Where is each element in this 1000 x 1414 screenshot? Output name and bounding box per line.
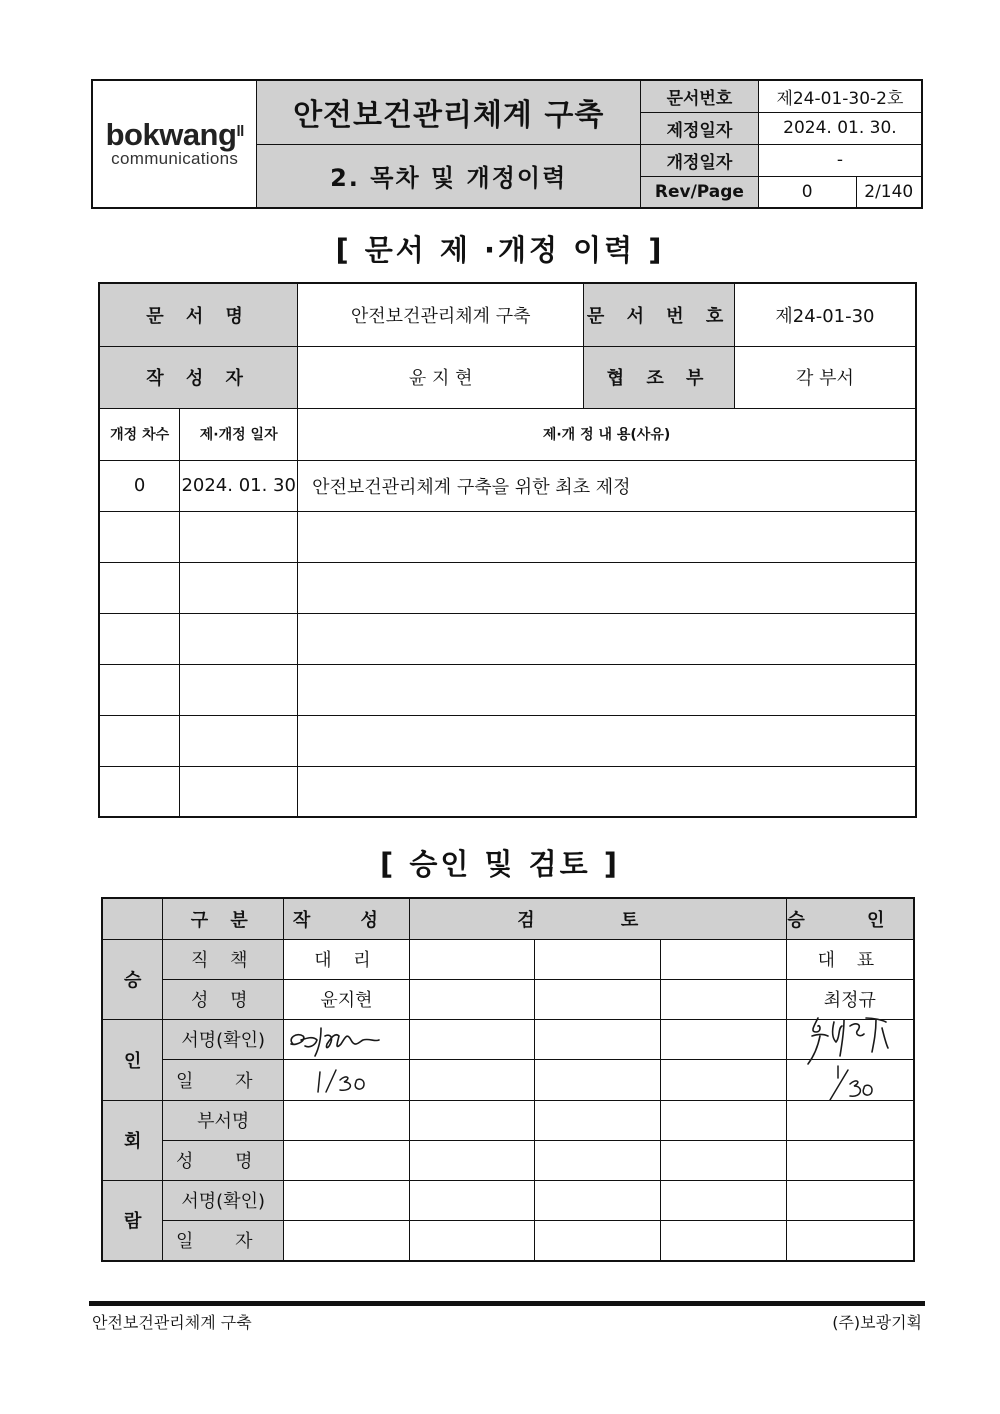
- date-cell: [180, 562, 298, 613]
- row-label-name: 성 명: [163, 1140, 284, 1180]
- review-cell: [409, 1059, 535, 1100]
- content-cell: [298, 511, 916, 562]
- circulation-cell: [786, 1180, 914, 1220]
- circulation-cell: [535, 1180, 661, 1220]
- circulation-cell: [535, 1100, 661, 1140]
- rev-cell: [99, 664, 180, 715]
- rev-value: 0: [758, 176, 856, 208]
- content-cell: [298, 562, 916, 613]
- row-label-date: 일 자: [163, 1220, 284, 1261]
- row-label-date: 일 자: [163, 1059, 284, 1100]
- review-cell: [535, 979, 661, 1019]
- doc-number-label: 문 서 번 호: [584, 283, 735, 346]
- approve-group-label-2: 인: [102, 1019, 163, 1100]
- circulation-cell: [409, 1140, 535, 1180]
- column-header: 제·개 정 내 용(사유): [298, 408, 916, 460]
- doc-number-label: 문서번호: [640, 80, 758, 112]
- company-logo: [92, 80, 257, 208]
- approver-position: 대 표: [786, 939, 914, 979]
- date-cell: [180, 664, 298, 715]
- circulation-cell: [661, 1100, 787, 1140]
- page-value: 2/140: [856, 176, 922, 208]
- circulation-group-label-1: 회: [102, 1100, 163, 1180]
- doc-number-value: 제24-01-30-2호: [758, 80, 922, 112]
- approver-date-handwriting: [808, 1062, 878, 1104]
- author-value: 윤 지 현: [298, 346, 584, 408]
- enact-date-value: 2024. 01. 30.: [758, 112, 922, 144]
- review-cell: [661, 939, 787, 979]
- revise-date-value: -: [758, 144, 922, 176]
- row-label-name: 성 명: [163, 979, 284, 1019]
- column-header: 개정 차수: [99, 408, 180, 460]
- approver-name: 최정규: [786, 979, 914, 1019]
- author-date-handwriting: [312, 1066, 372, 1098]
- review-cell: [661, 1019, 787, 1059]
- doc-name-value: 안전보건관리체계 구축: [298, 283, 584, 346]
- rev-page-label: Rev/Page: [640, 176, 758, 208]
- footer-divider: [89, 1301, 925, 1306]
- author-header: 작 성: [284, 898, 410, 939]
- footer-document-name: 안전보건관리체계 구축: [92, 1313, 252, 1332]
- logo-mark: ll: [236, 123, 244, 140]
- logo-wordmark: bokwang: [105, 117, 237, 152]
- date-cell: 2024. 01. 30: [180, 460, 298, 511]
- logo-subtitle: communications: [111, 149, 239, 168]
- review-cell: [409, 979, 535, 1019]
- rev-cell: [99, 511, 180, 562]
- table-row: [99, 766, 916, 817]
- circulation-cell: [535, 1140, 661, 1180]
- circulation-cell: [409, 1100, 535, 1140]
- review-cell: [409, 1019, 535, 1059]
- author-signature-handwriting: [285, 1022, 385, 1062]
- review-cell: [409, 939, 535, 979]
- circulation-group-label-2: 람: [102, 1180, 163, 1261]
- category-header: 구 분: [163, 898, 284, 939]
- author-position: 대 리: [284, 939, 410, 979]
- footer-company-name: (주)보광기획: [832, 1313, 922, 1332]
- content-cell: [298, 715, 916, 766]
- table-row: [99, 562, 916, 613]
- content-cell: 안전보건관리체계 구축을 위한 최초 제정: [298, 460, 916, 511]
- content-cell: [298, 613, 916, 664]
- row-label-position: 직 책: [163, 939, 284, 979]
- circulation-cell: [661, 1140, 787, 1180]
- enact-date-label: 제정일자: [640, 112, 758, 144]
- date-cell: [180, 511, 298, 562]
- content-cell: [298, 664, 916, 715]
- circulation-cell: [284, 1140, 410, 1180]
- content-cell: [298, 766, 916, 817]
- date-cell: [180, 613, 298, 664]
- circulation-cell: [786, 1140, 914, 1180]
- rev-cell: [99, 715, 180, 766]
- table-row: [99, 664, 916, 715]
- doc-name-label: 문 서 명: [99, 283, 298, 346]
- document-subtitle: 2. 목차 및 개정이력: [257, 144, 641, 208]
- document-title: 안전보건관리체계 구축: [257, 80, 641, 144]
- date-cell: [180, 766, 298, 817]
- cooperation-label: 협 조 부: [584, 346, 735, 408]
- revision-history-table: [98, 282, 917, 818]
- review-cell: [535, 1059, 661, 1100]
- document-header: [91, 79, 923, 209]
- circulation-cell: [409, 1180, 535, 1220]
- revision-history-title: [ 문서 제 ·개정 이력 ]: [335, 233, 665, 267]
- approve-header: 승 인: [786, 898, 914, 939]
- row-label-department: 부서명: [163, 1100, 284, 1140]
- table-row: [99, 613, 916, 664]
- circulation-cell: [661, 1220, 787, 1261]
- review-cell: [535, 939, 661, 979]
- rev-cell: [99, 562, 180, 613]
- circulation-cell: [661, 1180, 787, 1220]
- circulation-cell: [284, 1220, 410, 1261]
- author-name: 윤지현: [284, 979, 410, 1019]
- circulation-cell: [284, 1100, 410, 1140]
- review-cell: [661, 1059, 787, 1100]
- circulation-cell: [786, 1220, 914, 1261]
- column-header: 제·개정 일자: [180, 408, 298, 460]
- review-header: 검 토: [409, 898, 786, 939]
- table-row: [99, 460, 916, 511]
- approval-table: [101, 897, 915, 1262]
- circulation-cell: [409, 1220, 535, 1261]
- approval-review-title: [ 승인 및 검토 ]: [380, 847, 620, 881]
- circulation-cell: [535, 1220, 661, 1261]
- author-label: 작 성 자: [99, 346, 298, 408]
- rev-cell: [99, 613, 180, 664]
- revise-date-label: 개정일자: [640, 144, 758, 176]
- rev-cell: [99, 766, 180, 817]
- rev-cell: 0: [99, 460, 180, 511]
- approve-group-label-1: 승: [102, 939, 163, 1019]
- date-cell: [180, 715, 298, 766]
- cooperation-value: 각 부서: [734, 346, 916, 408]
- review-cell: [661, 979, 787, 1019]
- table-row: [99, 511, 916, 562]
- table-row: [99, 715, 916, 766]
- corner-cell: [102, 898, 163, 939]
- circulation-cell: [786, 1100, 914, 1140]
- row-label-signature: 서명(확인): [163, 1180, 284, 1220]
- row-label-signature: 서명(확인): [163, 1019, 284, 1059]
- circulation-cell: [284, 1180, 410, 1220]
- review-cell: [535, 1019, 661, 1059]
- doc-number-value: 제24-01-30: [734, 283, 916, 346]
